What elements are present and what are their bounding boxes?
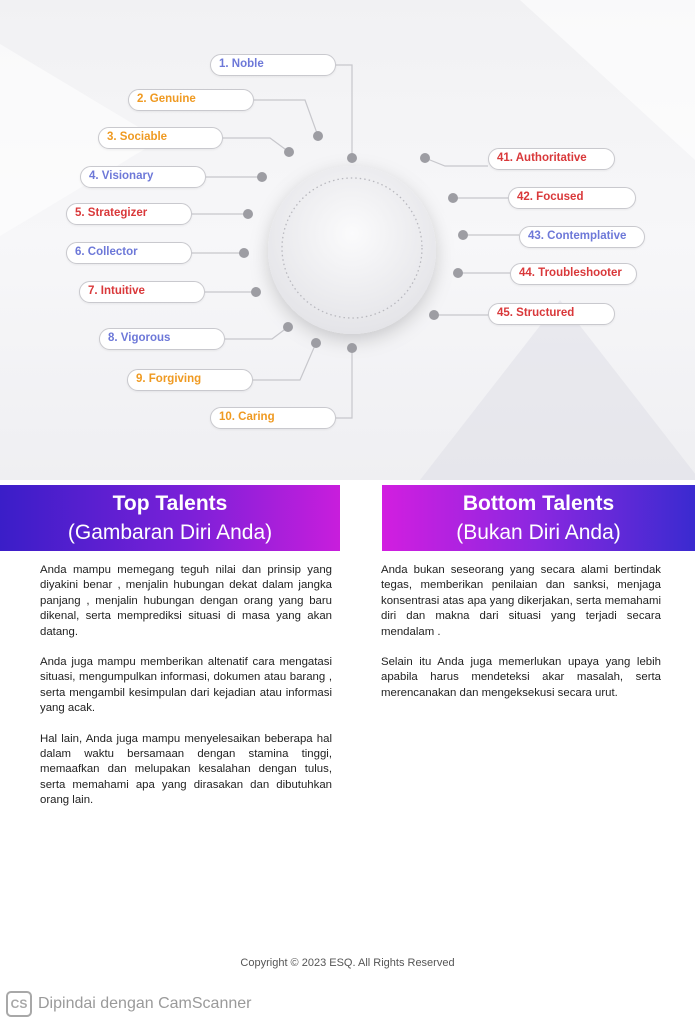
camscanner-text: Dipindai dengan CamScanner <box>38 995 252 1012</box>
connector-dot <box>257 172 267 182</box>
paragraph: Hal lain, Anda juga mampu menyelesaikan beberapa hal dalam waktu bersamaan dengan stamina tinggi, memaafkan dan melupakan kesalahan dengan tulus, serta memahami apa yang dirasakan dan dibutuhkan orang lain. <box>40 732 332 807</box>
talent-pill-intuitive: 7. Intuitive <box>79 281 205 303</box>
talent-pill-forgiving: 9. Forgiving <box>127 369 253 391</box>
talent-pill-noble: 1. Noble <box>210 54 336 76</box>
top-talents-description <box>40 563 332 824</box>
connector-line <box>253 343 316 380</box>
talent-pill-visionary: 4. Visionary <box>80 166 206 188</box>
talent-pill-structured: 45. Structured <box>488 303 615 325</box>
connector-line <box>223 138 289 152</box>
connector-dot <box>347 343 357 353</box>
talent-pill-collector: 6. Collector <box>66 242 192 264</box>
connector-dot <box>284 147 294 157</box>
connector-dot <box>251 287 261 297</box>
top-talents-title: Top Talents <box>112 492 228 515</box>
camscanner-logo-icon: CS <box>6 991 32 1017</box>
paragraph: Anda mampu memegang teguh nilai dan prinsip yang diyakini benar , menjalin hubungan dekat dalam jangka panjang , menjalin hubungan dengan orang yang baru dikenal, serta memprediksi situasi di masa yang akan datang. <box>40 564 332 638</box>
connector-dot <box>283 322 293 332</box>
talent-pill-sociable: 3. Sociable <box>98 127 223 149</box>
top-talents-subtitle: (Gambaran Diri Anda) <box>67 521 273 544</box>
connector-dot <box>420 153 430 163</box>
connector-dot <box>429 310 439 320</box>
center-disc <box>268 166 436 334</box>
connector-line <box>254 100 318 136</box>
connector-dot <box>347 153 357 163</box>
camscanner-watermark <box>6 990 251 1018</box>
talent-diagram <box>0 0 695 480</box>
talent-pill-genuine: 2. Genuine <box>128 89 254 111</box>
connector-dot <box>458 230 468 240</box>
connector-dot <box>311 338 321 348</box>
talent-pill-caring: 10. Caring <box>210 407 336 429</box>
talent-pill-troubleshooter: 44. Troubleshooter <box>510 263 637 285</box>
bottom-talents-subtitle: (Bukan Diri Anda) <box>456 521 621 544</box>
bottom-talents-description <box>381 563 661 716</box>
talent-pill-strategizer: 5. Strategizer <box>66 203 192 225</box>
connector-line <box>336 65 352 158</box>
bottom-talents-banner <box>382 485 695 551</box>
bottom-talents-title: Bottom Talents <box>462 492 615 515</box>
paragraph: Anda bukan seseorang yang secara alami bertindak tegas, memberikan penilaian dan sanksi, menjaga konsentrasi atas apa yang dikerjakan, serta memahami diri dan makna dari situasi yang terjadi secara mendalam . <box>381 564 661 638</box>
connector-dot <box>243 209 253 219</box>
connector-dot <box>453 268 463 278</box>
connector-line <box>225 327 288 339</box>
connector-line <box>425 158 488 166</box>
copyright-text: Copyright © 2023 ESQ. All Rights Reserved <box>240 957 455 969</box>
talent-pill-contemplative: 43. Contemplative <box>519 226 645 248</box>
connector-dot <box>239 248 249 258</box>
talent-pill-vigorous: 8. Vigorous <box>99 328 225 350</box>
connector-dot <box>313 131 323 141</box>
talent-pill-focused: 42. Focused <box>508 187 636 209</box>
connector-line <box>335 348 352 418</box>
paragraph: Anda juga mampu memberikan altenatif cara mengatasi situasi, mengumpulkan informasi, dokumen atau barang , serta mengambil kesimpulan dari kejadian atau informasi yang acak. <box>40 656 332 715</box>
top-talents-banner <box>0 485 340 551</box>
connector-dot <box>448 193 458 203</box>
paragraph: Selain itu Anda juga memerlukan upaya yang lebih apabila harus mendeteksi akar masalah, serta merencanakan dan mengeksekusi secara urut. <box>381 656 661 699</box>
talent-pill-authoritative: 41. Authoritative <box>488 148 615 170</box>
